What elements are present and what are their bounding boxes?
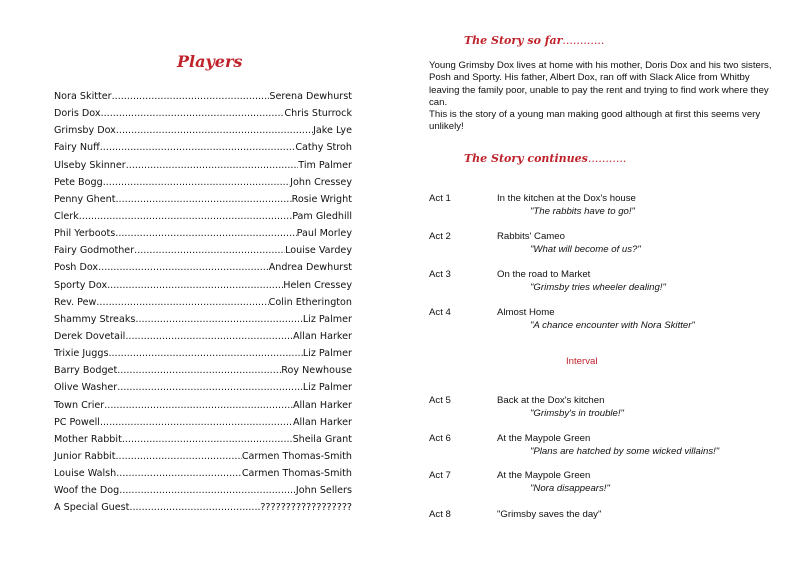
dot-leader: [96, 294, 268, 311]
cast-row: [54, 259, 352, 276]
actor-name: Cathy Stroh: [295, 142, 352, 154]
dot-leader: [129, 499, 260, 516]
act-label: Act 1: [429, 193, 451, 204]
role-name: Sporty Dox: [54, 279, 108, 291]
actor-name: Andrea Dewhurst: [268, 262, 352, 274]
cast-row: [54, 242, 352, 259]
dot-leader: [100, 414, 293, 431]
role-name: Clerk: [54, 210, 79, 222]
role-name: Mother Rabbit: [54, 433, 122, 445]
cast-row: [54, 397, 352, 414]
dot-leader: [107, 277, 283, 294]
dot-leader: [100, 139, 296, 156]
act-body: [497, 307, 787, 332]
story-title-dots: ............: [562, 34, 605, 47]
cast-row: [54, 345, 352, 362]
dot-leader: [101, 105, 285, 122]
actor-name: John Sellers: [295, 485, 352, 497]
act-scene: Rabbits' Cameo: [497, 231, 565, 242]
cast-row: [54, 105, 352, 122]
cast-row: [54, 499, 352, 516]
actor-name: Jake Lye: [313, 125, 352, 137]
actor-name: Allan Harker: [292, 399, 352, 411]
actor-name: Carmen Thomas-Smith: [241, 468, 352, 480]
actor-name: Roy Newhouse: [281, 365, 352, 377]
cast-row: [54, 122, 352, 139]
act-scene: In the kitchen at the Dox's house: [497, 193, 636, 204]
dot-leader: [116, 122, 313, 139]
act-quote: "Nora disappears!": [530, 482, 610, 494]
act-scene: At the Maypole Green: [497, 470, 591, 481]
actor-name: Allan Harker: [292, 330, 352, 342]
story-paragraph: This is the story of a young man making good although at first this seems very unlikely!: [429, 109, 761, 133]
dot-leader: [115, 225, 296, 242]
actor-name: Liz Palmer: [302, 382, 352, 394]
dot-leader: [112, 88, 270, 105]
dot-leader: [117, 379, 303, 396]
dot-leader: [116, 191, 292, 208]
cast-row: [54, 294, 352, 311]
act-body: [497, 470, 787, 495]
role-name: Derek Dovetail: [54, 330, 126, 342]
role-name: Fairy Godmother: [54, 245, 135, 257]
story-title-text: The Story so far: [464, 34, 563, 47]
dot-leader: [104, 397, 293, 414]
role-name: Louise Walsh: [54, 468, 117, 480]
actor-name: John Cressey: [290, 176, 352, 188]
actor-name: Serena Dewhurst: [269, 91, 352, 102]
role-name: Town Crier: [54, 399, 105, 411]
role-name: Pete Bogg: [54, 176, 103, 188]
act-body: [497, 509, 787, 522]
role-name: Rev. Pew: [54, 296, 97, 308]
dot-leader: [125, 328, 293, 345]
act-scene: On the road to Market: [497, 269, 591, 280]
dot-leader: [119, 482, 296, 499]
continues-title: [464, 152, 626, 165]
actor-name: Helen Cressey: [283, 279, 352, 291]
actor-name: ??????????????????: [260, 502, 352, 514]
cast-row: [54, 157, 352, 174]
role-name: Ulseby Skinner: [54, 159, 126, 171]
cast-row: [54, 328, 352, 345]
cast-row: [54, 174, 352, 191]
actor-name: Paul Morley: [296, 228, 352, 240]
act-label: Act 6: [429, 433, 451, 444]
actor-name: Rosie Wright: [291, 193, 352, 205]
act-quote: "Grimsby's in trouble!": [530, 407, 624, 419]
cast-list: [54, 88, 352, 517]
actor-name: Liz Palmer: [302, 313, 352, 325]
interval-label: Interval: [566, 356, 598, 367]
cast-row: [54, 362, 352, 379]
cast-row: [54, 482, 352, 499]
dot-leader: [103, 174, 290, 191]
dot-leader: [134, 242, 285, 259]
actor-name: Allan Harker: [292, 416, 352, 428]
dot-leader: [79, 208, 292, 225]
story-paragraph: Young Grimsby Dox lives at home with his mother, Doris Dox and his two sisters, Posh and Sporty. His father, Albert Dox, ran off with Slack Alice from Whitby leaving the family poor, unable to pay the rent and trying to find work where they can.: [429, 60, 772, 108]
story-title: [464, 34, 604, 47]
players-title: Players: [177, 52, 243, 71]
role-name: PC Powell: [54, 416, 100, 428]
act-quote: "Grimsby tries wheeler dealing!": [530, 281, 666, 293]
act-body: [497, 269, 787, 294]
dot-leader: [116, 465, 242, 482]
cast-row: [54, 225, 352, 242]
dot-leader: [135, 311, 302, 328]
act-scene: At the Maypole Green: [497, 433, 591, 444]
act-quote: "Plans are hatched by some wicked villains!": [530, 445, 720, 457]
role-name: Phil Yerboots: [54, 228, 116, 240]
actor-name: Sheila Grant: [292, 433, 352, 445]
actor-name: Chris Sturrock: [284, 108, 352, 120]
role-name: Trixie Juggs: [54, 348, 109, 360]
actor-name: Louise Vardey: [285, 245, 352, 257]
dot-leader: [98, 259, 269, 276]
actor-name: Carmen Thomas-Smith: [241, 450, 352, 462]
role-name: Junior Rabbit: [54, 450, 116, 462]
cast-row: [54, 431, 352, 448]
dot-leader: [108, 345, 302, 362]
actor-name: Pam Gledhill: [292, 210, 352, 222]
role-name: Fairy Nuff: [54, 142, 100, 154]
dot-leader: [115, 448, 241, 465]
act-body: [497, 231, 787, 256]
role-name: Shammy Streaks: [54, 313, 136, 325]
role-name: Doris Dox: [54, 108, 101, 120]
act-scene: Almost Home: [497, 307, 555, 318]
cast-row: [54, 139, 352, 156]
act-label: Act 5: [429, 395, 451, 406]
dot-leader: [117, 362, 281, 379]
actor-name: Tim Palmer: [298, 159, 352, 171]
dot-leader: [126, 157, 299, 174]
cast-row: [54, 379, 352, 396]
role-name: Olive Washer: [54, 382, 118, 394]
cast-row: [54, 448, 352, 465]
act-body: [497, 395, 787, 420]
act-scene: "Grimsby saves the day": [497, 509, 602, 520]
cast-row: [54, 277, 352, 294]
cast-row: [54, 311, 352, 328]
act-body: [497, 433, 787, 458]
cast-row: [54, 465, 352, 482]
role-name: Woof the Dog: [54, 485, 120, 497]
role-name: Barry Bodget: [54, 365, 118, 377]
continues-title-dots: ...........: [587, 152, 627, 165]
act-label: Act 4: [429, 307, 451, 318]
actor-name: Colin Etherington: [268, 296, 352, 308]
role-name: Nora Skitter: [54, 91, 112, 102]
cast-row: [54, 88, 352, 105]
act-label: Act 7: [429, 470, 451, 481]
cast-row: [54, 208, 352, 225]
role-name: A Special Guest: [54, 502, 130, 514]
act-body: [497, 193, 787, 218]
act-label: Act 3: [429, 269, 451, 280]
dot-leader: [122, 431, 293, 448]
cast-row: [54, 191, 352, 208]
continues-title-text: The Story continues: [464, 152, 588, 165]
role-name: Posh Dox: [54, 262, 99, 274]
act-quote: "The rabbits have to go!": [530, 205, 635, 217]
role-name: Grimsby Dox: [54, 125, 116, 137]
act-quote: "What will become of us?": [530, 243, 641, 255]
role-name: Penny Ghent: [54, 193, 116, 205]
act-label: Act 8: [429, 509, 451, 520]
act-label: Act 2: [429, 231, 451, 242]
act-quote: "A chance encounter with Nora Skitter": [530, 319, 695, 331]
act-scene: Back at the Dox's kitchen: [497, 395, 605, 406]
cast-row: [54, 414, 352, 431]
story-text: [429, 60, 779, 134]
actor-name: Liz Palmer: [302, 348, 352, 360]
